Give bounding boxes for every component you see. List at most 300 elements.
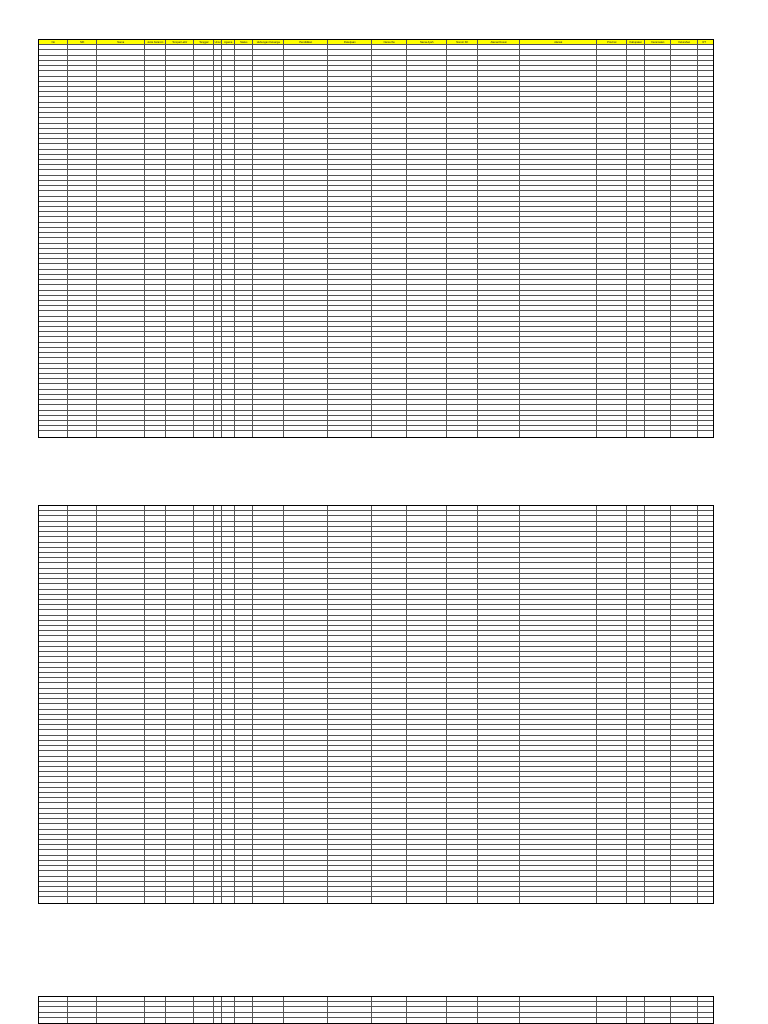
table-header-cell: Alamat	[520, 40, 597, 44]
table-cell	[194, 527, 214, 531]
table-cell	[222, 384, 235, 388]
table-cell	[407, 704, 447, 708]
table-cell	[328, 317, 372, 321]
table-cell	[671, 291, 698, 295]
table-cell	[214, 621, 222, 625]
table-cell	[698, 663, 710, 667]
table-cell	[214, 830, 222, 834]
table-cell	[698, 244, 710, 248]
table-cell	[478, 118, 520, 122]
table-cell	[597, 71, 627, 75]
table-cell	[698, 652, 710, 656]
table-cell	[328, 819, 372, 823]
table-cell	[698, 71, 710, 75]
table-cell	[478, 777, 520, 781]
table-cell	[253, 202, 284, 206]
table-cell	[407, 244, 447, 248]
table-header-cell: Umur	[214, 41, 221, 44]
table-cell	[520, 809, 597, 813]
table-cell	[235, 626, 253, 630]
table-cell	[671, 736, 698, 740]
table-cell	[284, 767, 328, 771]
table-cell	[372, 223, 407, 227]
table-cell	[328, 108, 372, 112]
table-cell	[671, 997, 698, 1001]
table-cell	[698, 411, 710, 415]
table-cell	[235, 108, 253, 112]
table-cell	[407, 616, 447, 620]
table-cell	[671, 522, 698, 526]
table-cell	[698, 202, 710, 206]
table-cell	[39, 71, 68, 75]
table-cell	[447, 291, 478, 295]
table-cell	[407, 285, 447, 289]
table-cell	[145, 61, 166, 65]
table-cell	[407, 887, 447, 891]
table-cell	[478, 301, 520, 305]
table-cell	[68, 730, 97, 734]
table-cell	[671, 176, 698, 180]
table-cell	[407, 270, 447, 274]
table-cell	[166, 558, 194, 562]
table-cell	[597, 390, 627, 394]
table-cell	[520, 824, 597, 828]
table-cell	[627, 311, 645, 315]
table-cell	[671, 663, 698, 667]
table-cell	[253, 788, 284, 792]
table-cell	[372, 353, 407, 357]
table-cell	[222, 850, 235, 854]
table-cell	[478, 767, 520, 771]
table-cell	[407, 113, 447, 117]
table-cell	[284, 254, 328, 258]
table-cell	[698, 600, 710, 604]
table-cell	[447, 118, 478, 122]
table-cell	[253, 181, 284, 185]
table-cell	[627, 202, 645, 206]
table-cell	[328, 642, 372, 646]
table-cell	[145, 134, 166, 138]
table-cell	[235, 197, 253, 201]
table-cell	[235, 395, 253, 399]
table-cell	[597, 291, 627, 295]
table-cell	[671, 511, 698, 515]
table-cell	[284, 537, 328, 541]
table-cell	[520, 710, 597, 714]
table-cell	[39, 431, 68, 436]
table-cell	[166, 720, 194, 724]
table-cell	[235, 155, 253, 159]
table-cell	[520, 840, 597, 844]
table-cell	[97, 306, 145, 310]
table-cell	[407, 71, 447, 75]
table-cell	[645, 866, 671, 870]
table-cell	[328, 1007, 372, 1011]
table-cell	[194, 343, 214, 347]
table-cell	[478, 1018, 520, 1023]
table-cell	[194, 652, 214, 656]
table-cell	[645, 657, 671, 661]
table-cell	[627, 673, 645, 677]
table-cell	[372, 861, 407, 865]
table-cell	[145, 642, 166, 646]
table-cell	[214, 757, 222, 761]
table-cell	[520, 605, 597, 609]
table-cell	[166, 897, 194, 902]
table-cell	[253, 866, 284, 870]
table-cell	[627, 369, 645, 373]
table-cell	[447, 616, 478, 620]
table-cell	[284, 803, 328, 807]
table-cell	[478, 322, 520, 326]
table-cell	[214, 1007, 222, 1011]
table-cell	[68, 1007, 97, 1011]
table-cell	[194, 249, 214, 253]
table-cell	[447, 715, 478, 719]
table-cell	[145, 244, 166, 248]
table-cell	[39, 45, 68, 49]
table-cell	[214, 379, 222, 383]
table-cell	[520, 783, 597, 787]
table-cell	[97, 527, 145, 531]
table-cell	[97, 129, 145, 133]
table-cell	[222, 223, 235, 227]
table-cell	[645, 374, 671, 378]
table-cell	[39, 830, 68, 834]
table-cell	[407, 783, 447, 787]
table-cell	[97, 249, 145, 253]
table-cell	[671, 139, 698, 143]
table-cell	[222, 1013, 235, 1017]
table-cell	[478, 835, 520, 839]
table-cell	[97, 134, 145, 138]
table-cell	[253, 516, 284, 520]
table-cell	[597, 113, 627, 117]
table-cell	[447, 730, 478, 734]
table-cell	[68, 285, 97, 289]
table-cell	[520, 317, 597, 321]
table-cell	[328, 223, 372, 227]
table-cell	[645, 1007, 671, 1011]
table-cell	[520, 746, 597, 750]
table-cell	[68, 207, 97, 211]
table-cell	[328, 217, 372, 221]
table-cell	[627, 296, 645, 300]
table-cell	[447, 97, 478, 101]
table-cell	[698, 280, 710, 284]
table-cell	[698, 877, 710, 881]
table-cell	[627, 379, 645, 383]
table-cell	[447, 124, 478, 128]
table-cell	[194, 824, 214, 828]
table-cell	[68, 223, 97, 227]
table-cell	[520, 663, 597, 667]
spreadsheet-table-section-2	[38, 505, 714, 904]
table-cell	[478, 337, 520, 341]
table-cell	[627, 165, 645, 169]
table-cell	[284, 647, 328, 651]
table-cell	[166, 150, 194, 154]
table-cell	[235, 767, 253, 771]
table-cell	[68, 150, 97, 154]
table-cell	[194, 516, 214, 520]
table-cell	[478, 291, 520, 295]
table-cell	[145, 270, 166, 274]
table-cell	[253, 856, 284, 860]
table-cell	[253, 296, 284, 300]
table-cell	[97, 783, 145, 787]
table-cell	[645, 280, 671, 284]
table-cell	[235, 238, 253, 242]
table-cell	[671, 92, 698, 96]
table-cell	[372, 103, 407, 107]
table-cell	[328, 850, 372, 854]
table-cell	[284, 642, 328, 646]
table-cell	[698, 92, 710, 96]
table-cell	[253, 306, 284, 310]
table-cell	[253, 244, 284, 248]
table-cell	[194, 165, 214, 169]
table-cell	[645, 715, 671, 719]
table-cell	[253, 636, 284, 640]
table-cell	[328, 291, 372, 295]
table-cell	[194, 332, 214, 336]
table-cell	[520, 280, 597, 284]
table-cell	[597, 772, 627, 776]
table-cell	[194, 678, 214, 682]
table-cell	[671, 636, 698, 640]
table-cell	[698, 197, 710, 201]
table-cell	[671, 887, 698, 891]
table-cell	[68, 850, 97, 854]
table-cell	[478, 108, 520, 112]
table-cell	[145, 275, 166, 279]
table-cell	[97, 871, 145, 875]
table-cell	[597, 317, 627, 321]
table-cell	[284, 369, 328, 373]
table-cell	[194, 751, 214, 755]
table-cell	[214, 730, 222, 734]
table-cell	[194, 77, 214, 81]
table-header-cell: RT	[702, 41, 706, 44]
table-cell	[68, 871, 97, 875]
table-cell	[372, 809, 407, 813]
table-cell	[407, 45, 447, 49]
table-cell	[214, 537, 222, 541]
table-cell	[39, 877, 68, 881]
table-cell	[253, 746, 284, 750]
table-cell	[328, 431, 372, 436]
table-cell	[39, 285, 68, 289]
table-cell	[145, 621, 166, 625]
table-cell	[671, 777, 698, 781]
table-cell	[253, 191, 284, 195]
table-cell	[145, 699, 166, 703]
table-cell	[145, 736, 166, 740]
table-cell	[372, 291, 407, 295]
table-cell	[253, 1013, 284, 1017]
table-cell	[372, 527, 407, 531]
table-cell	[145, 610, 166, 614]
table-cell	[698, 673, 710, 677]
table-cell	[627, 108, 645, 112]
table-cell	[166, 636, 194, 640]
table-cell	[447, 777, 478, 781]
table-cell	[39, 176, 68, 180]
table-cell	[214, 809, 222, 813]
table-cell	[671, 285, 698, 289]
table-cell	[520, 348, 597, 352]
table-cell	[671, 431, 698, 436]
table-cell	[447, 767, 478, 771]
table-cell	[372, 358, 407, 362]
table-cell	[698, 558, 710, 562]
table-cell	[166, 871, 194, 875]
table-cell	[520, 803, 597, 807]
table-cell	[520, 421, 597, 425]
table-cell	[645, 647, 671, 651]
table-cell	[627, 511, 645, 515]
table-cell	[39, 871, 68, 875]
table-cell	[627, 746, 645, 750]
table-cell	[222, 553, 235, 557]
table-cell	[235, 856, 253, 860]
table-cell	[284, 264, 328, 268]
table-cell	[407, 861, 447, 865]
table-cell	[645, 369, 671, 373]
table-cell	[39, 887, 68, 891]
table-cell	[372, 1018, 407, 1023]
table-cell	[253, 548, 284, 552]
table-cell	[328, 809, 372, 813]
table-cell	[39, 66, 68, 70]
table-cell	[447, 379, 478, 383]
table-cell	[447, 45, 478, 49]
table-cell	[478, 332, 520, 336]
table-cell	[166, 704, 194, 708]
table-cell	[145, 108, 166, 112]
table-cell	[97, 150, 145, 154]
table-cell	[407, 830, 447, 834]
table-cell	[328, 348, 372, 352]
table-cell	[97, 139, 145, 143]
table-cell	[698, 1002, 710, 1006]
table-cell	[698, 647, 710, 651]
table-cell	[284, 390, 328, 394]
table-cell	[253, 259, 284, 263]
table-cell	[214, 301, 222, 305]
table-cell	[671, 353, 698, 357]
table-cell	[284, 835, 328, 839]
table-cell	[478, 694, 520, 698]
table-cell	[97, 532, 145, 536]
table-cell	[214, 118, 222, 122]
table-cell	[166, 616, 194, 620]
table-cell	[253, 647, 284, 651]
table-cell	[372, 871, 407, 875]
table-cell	[627, 223, 645, 227]
table-cell	[627, 92, 645, 96]
table-cell	[166, 395, 194, 399]
table-cell	[145, 92, 166, 96]
table-cell	[166, 798, 194, 802]
table-cell	[698, 311, 710, 315]
table-cell	[222, 332, 235, 336]
table-cell	[671, 553, 698, 557]
table-cell	[447, 374, 478, 378]
table-cell	[372, 783, 407, 787]
table-cell	[253, 139, 284, 143]
table-cell	[407, 522, 447, 526]
table-cell	[145, 150, 166, 154]
table-cell	[68, 762, 97, 766]
table-cell	[520, 244, 597, 248]
table-cell	[478, 506, 520, 510]
table-cell	[145, 124, 166, 128]
table-cell	[520, 202, 597, 206]
table-cell	[145, 814, 166, 818]
table-cell	[39, 689, 68, 693]
table-cell	[597, 45, 627, 49]
table-cell	[671, 678, 698, 682]
table-cell	[68, 668, 97, 672]
table-cell	[145, 767, 166, 771]
table-cell	[671, 715, 698, 719]
table-cell	[447, 113, 478, 117]
table-cell	[145, 97, 166, 101]
table-cell	[235, 553, 253, 557]
table-cell	[214, 532, 222, 536]
table-cell	[407, 532, 447, 536]
table-cell	[671, 689, 698, 693]
table-cell	[597, 118, 627, 122]
table-cell	[284, 720, 328, 724]
table-cell	[645, 850, 671, 854]
table-cell	[627, 897, 645, 902]
table-cell	[166, 772, 194, 776]
table-cell	[597, 364, 627, 368]
table-cell	[698, 590, 710, 594]
table-cell	[166, 384, 194, 388]
table-cell	[68, 181, 97, 185]
table-cell	[68, 783, 97, 787]
table-cell	[671, 144, 698, 148]
table-cell	[284, 997, 328, 1001]
table-cell	[39, 788, 68, 792]
table-cell	[597, 590, 627, 594]
table-cell	[284, 160, 328, 164]
table-cell	[68, 249, 97, 253]
table-cell	[645, 558, 671, 562]
table-cell	[68, 395, 97, 399]
table-cell	[166, 207, 194, 211]
table-cell	[407, 353, 447, 357]
table-cell	[328, 997, 372, 1001]
table-cell	[194, 563, 214, 567]
table-cell	[194, 202, 214, 206]
table-cell	[447, 384, 478, 388]
table-cell	[372, 337, 407, 341]
table-cell	[597, 348, 627, 352]
table-cell	[284, 61, 328, 65]
table-cell	[372, 244, 407, 248]
table-cell	[39, 280, 68, 284]
table-cell	[698, 155, 710, 159]
table-cell	[222, 997, 235, 1001]
table-cell	[671, 621, 698, 625]
table-cell	[597, 793, 627, 797]
table-cell	[328, 113, 372, 117]
